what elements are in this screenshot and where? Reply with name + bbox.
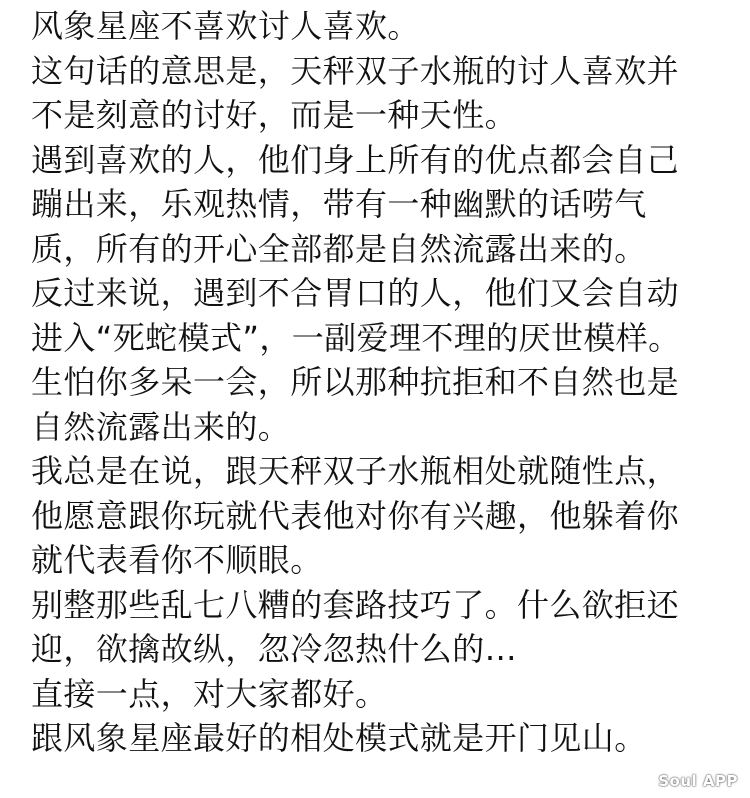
post-text [31,4,743,761]
text-line: 蹦出来，乐观热情，带有一种幽默的话唠气 [31,185,647,223]
text-line: 就代表看你不顺眼。 [31,541,323,579]
text-line: 迎，欲擒故纵，忽冷忽热什么的… [31,630,518,668]
text-line: 这句话的意思是，天秤双子水瓶的讨人喜欢并 [31,51,680,90]
text-line: 进入“死蛇模式”，一副爱理不理的厌世模样。 [31,318,681,357]
soul-app-watermark: Soul APP [658,772,738,790]
text-line: 质，所有的开心全部都是自然流露出来的。 [31,229,647,268]
text-line: 自然流露出来的。 [31,407,291,446]
text-line: 生怕你多呆一会，所以那种抗拒和不自然也是 [31,363,680,401]
text-line: 我总是在说，跟天秤双子水瓶相处就随性点， [31,452,680,490]
text-line: 别整那些乱七八糟的套路技巧了。什么欲拒还 [31,585,680,624]
text-line: 直接一点，对大家都好。 [31,674,388,713]
text-line: 遇到喜欢的人，他们身上所有的优点都会自己 [31,140,680,179]
text-line: 跟风象星座最好的相处模式就是开门见山。 [31,719,647,757]
text-line: 不是刻意的讨好，而是一种天性。 [31,96,518,134]
text-line: 反过来说，遇到不合胃口的人，他们又会自动 [31,274,680,312]
text-line: 他愿意跟你玩就代表他对你有兴趣，他躲着你 [31,496,680,535]
text-line: 风象星座不喜欢讨人喜欢。 [31,7,420,45]
